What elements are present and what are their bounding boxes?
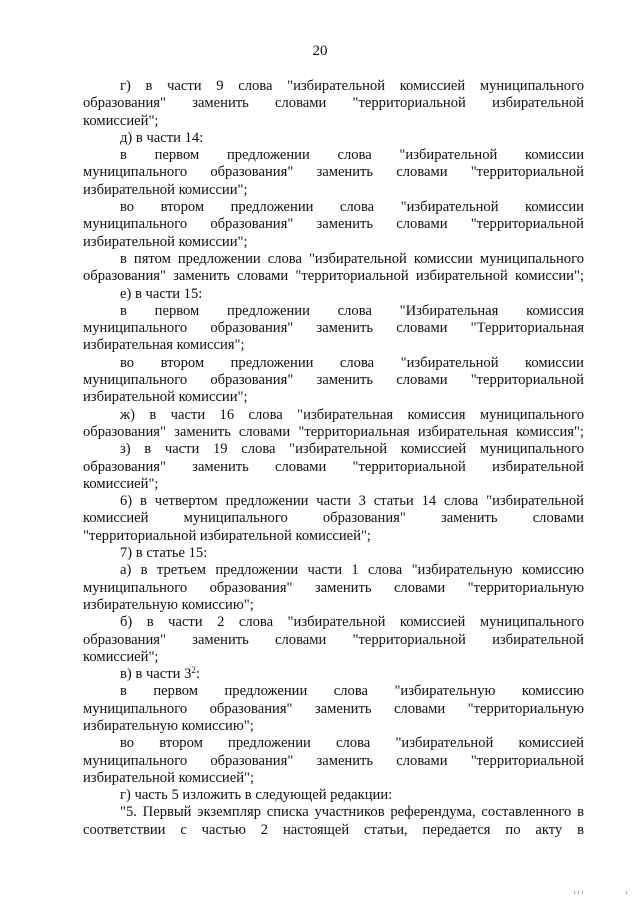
line-text: е) в части 15:	[120, 285, 203, 302]
text-line	[83, 701, 584, 718]
text-line	[83, 632, 584, 649]
margin-dot: ı	[626, 890, 628, 896]
text-line	[83, 182, 584, 199]
line-text: комиссией";	[83, 475, 159, 492]
text-line	[83, 545, 584, 562]
line-text: муниципального образования" заменить словами "Территориальная	[83, 320, 584, 337]
text-line	[83, 804, 584, 821]
line-text: соответствии с частью 2 настоящей статьи, передается по акту в	[83, 821, 584, 838]
line-text: муниципального образования" заменить словами "территориальную	[83, 579, 584, 596]
line-text: муниципального образования" заменить словами "территориальной	[83, 372, 584, 389]
text-line	[83, 580, 584, 597]
text-line	[83, 286, 584, 303]
line-text: комиссией муниципального образования" заменить словами	[83, 510, 584, 527]
text-line	[83, 459, 584, 476]
line-text: избирательной комиссии";	[83, 389, 248, 406]
text-line	[83, 753, 584, 770]
superscript: 2	[191, 666, 196, 676]
text-line	[83, 493, 584, 510]
text-line	[83, 476, 584, 493]
line-text: д) в части 14:	[120, 129, 204, 146]
line-text: 7) в статье 15:	[120, 545, 208, 562]
text-line	[83, 770, 584, 787]
line-text: "территориальной избирательной комиссией";	[83, 527, 371, 544]
text-line	[83, 234, 584, 251]
text-line	[83, 130, 584, 147]
line-text: избирательная комиссия";	[83, 337, 245, 354]
line-text: б) в части 2 слова "избирательной комиссией муниципального	[120, 614, 584, 631]
line-text: муниципального образования" заменить словами "территориальную	[83, 700, 584, 717]
line-text: муниципального образования" заменить словами "территориальной	[83, 216, 584, 233]
line-text: избирательной комиссией";	[83, 769, 255, 786]
line-text: а) в третьем предложении части 1 слова "избирательную комиссию	[120, 562, 584, 579]
document-body	[83, 78, 584, 839]
line-text: ж) в части 16 слова "избирательная комиссия муниципального	[120, 406, 584, 423]
margin-mark: ııı	[574, 890, 586, 896]
line-text: з) в части 19 слова "избирательной комиссией муниципального	[120, 441, 584, 458]
line-text: образования" заменить словами "территориальная избирательная комиссия";	[83, 423, 584, 440]
text-line	[83, 666, 584, 683]
text-line	[83, 735, 584, 752]
line-text: "5. Первый экземпляр списка участников референдума, составленного в	[120, 804, 584, 821]
text-line	[83, 441, 584, 458]
line-text: г) часть 5 изложить в следующей редакции:	[120, 787, 393, 804]
text-line	[83, 251, 584, 268]
line-text: г) в части 9 слова "избирательной комиссией муниципального	[120, 78, 584, 94]
line-text: во втором предложении слова "избирательной комиссией	[120, 735, 584, 752]
line-text: в) в части 3	[120, 666, 192, 683]
text-line	[83, 164, 584, 181]
text-line	[83, 320, 584, 337]
text-line	[83, 424, 584, 441]
text-line	[83, 649, 584, 666]
line-text: в первом предложении слова "Избирательная комиссия	[120, 302, 584, 319]
line-text: во втором предложении слова "избирательной комиссии	[120, 199, 584, 216]
line-text: муниципального образования" заменить словами "территориальной	[83, 164, 584, 181]
text-line	[83, 718, 584, 735]
text-line	[83, 355, 584, 372]
line-text: избирательную комиссию";	[83, 596, 254, 613]
page-number: 20	[312, 43, 328, 59]
text-line	[83, 528, 584, 545]
line-text: образования" заменить словами "территориальной избирательной	[83, 631, 584, 648]
text-line	[83, 510, 584, 527]
text-line	[83, 303, 584, 320]
line-text: комиссией";	[83, 112, 159, 129]
line-text: комиссией";	[83, 648, 159, 665]
text-line	[83, 597, 584, 614]
text-line	[83, 372, 584, 389]
text-line	[83, 78, 584, 95]
line-text: избирательной комиссии";	[83, 233, 248, 250]
line-text: в первом предложении слова "избирательную комиссию	[120, 683, 584, 700]
text-line	[83, 787, 584, 804]
line-text: 6) в четвертом предложении части 3 статьи 14 слова "избирательной	[120, 493, 584, 510]
text-line	[83, 562, 584, 579]
line-text: в пятом предложении слова "избирательной комиссии муниципального	[120, 250, 584, 267]
text-line	[83, 614, 584, 631]
line-text: во втором предложении слова "избирательной комиссии	[120, 354, 584, 371]
line-text: избирательной комиссии";	[83, 181, 248, 198]
text-line	[83, 337, 584, 354]
text-line	[83, 95, 584, 112]
text-line	[83, 822, 584, 839]
text-line	[83, 389, 584, 406]
text-line	[83, 683, 584, 700]
line-text: избирательную комиссию";	[83, 717, 254, 734]
text-line	[83, 147, 584, 164]
text-line	[83, 216, 584, 233]
line-text: в первом предложении слова "избирательной комиссии	[120, 147, 584, 164]
text-line	[83, 407, 584, 424]
line-text: образования" заменить словами "территориальной избирательной	[83, 458, 584, 475]
text-line	[83, 199, 584, 216]
text-line	[83, 113, 584, 130]
text-line	[83, 268, 584, 285]
line-tail: :	[195, 666, 200, 683]
line-text: образования" заменить словами "территориальной избирательной	[83, 95, 584, 112]
line-text: образования" заменить словами "территориальной избирательной комиссии";	[83, 268, 584, 285]
line-text: муниципального образования" заменить словами "территориальной	[83, 752, 584, 769]
